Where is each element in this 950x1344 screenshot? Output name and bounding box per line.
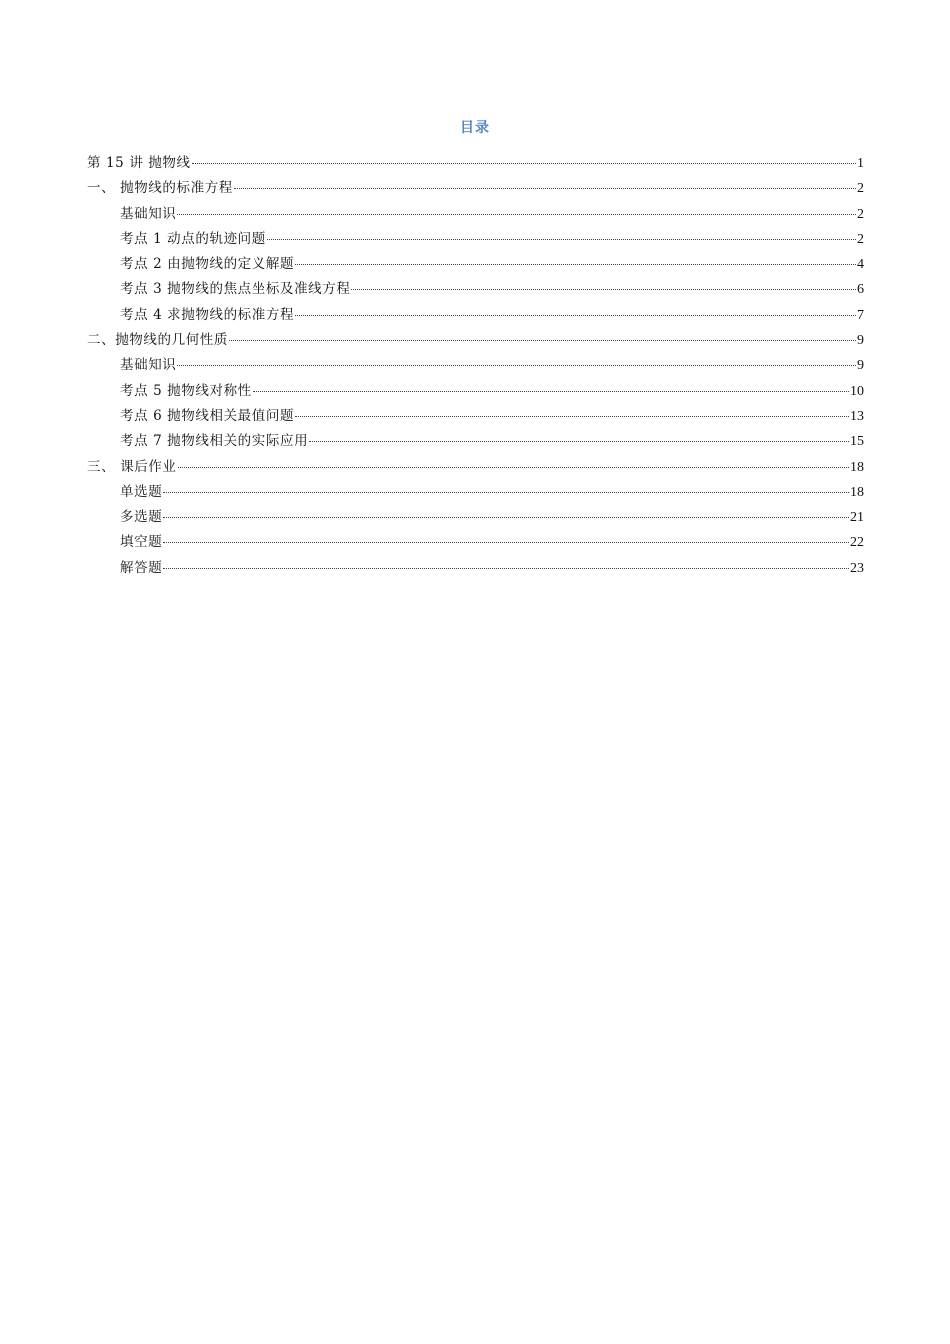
- toc-entry-page: 7: [857, 307, 864, 323]
- toc-leader-dots: [163, 492, 849, 493]
- toc-entry[interactable]: [87, 556, 864, 581]
- toc-entry[interactable]: [87, 404, 864, 429]
- toc-entry[interactable]: [87, 277, 864, 302]
- toc-entry[interactable]: [87, 227, 864, 252]
- toc-entry[interactable]: [87, 328, 864, 353]
- toc-leader-dots: [295, 315, 856, 316]
- toc-leader-dots: [309, 441, 849, 442]
- toc-entry-label: 考点 2 由抛物线的定义解题: [120, 256, 295, 273]
- toc-entry-page: 4: [857, 257, 864, 273]
- toc-entry-label: 二、抛物线的几何性质: [87, 332, 228, 349]
- toc-leader-dots: [163, 542, 849, 543]
- toc-entry-label: 考点 3 抛物线的焦点坐标及准线方程: [120, 281, 351, 298]
- toc-entry-label: 考点 5 抛物线对称性: [120, 382, 252, 399]
- toc-entry-page: 6: [857, 282, 864, 298]
- toc-entry-page: 13: [850, 408, 864, 424]
- toc-entry-page: 18: [850, 484, 864, 500]
- toc-leader-dots: [178, 467, 850, 468]
- toc-entry[interactable]: [87, 202, 864, 227]
- toc-entry-page: 1: [857, 156, 864, 171]
- toc-leader-dots: [163, 517, 849, 518]
- toc-entry[interactable]: [87, 505, 864, 530]
- toc-entry-label: 考点 1 动点的轨迹问题: [120, 230, 266, 247]
- toc-entry[interactable]: [87, 530, 864, 555]
- toc-entry-page: 22: [850, 535, 864, 551]
- toc-entry-label: 考点 4 求抛物线的标准方程: [120, 306, 295, 323]
- toc-leader-dots: [177, 365, 856, 366]
- toc-entry[interactable]: [87, 303, 864, 328]
- toc-entry-page: 9: [857, 358, 864, 374]
- toc-entry-page: 9: [857, 333, 864, 349]
- toc-entry-label: 第 15 讲 抛物线: [87, 155, 191, 171]
- toc-entry-label: 填空题: [120, 534, 163, 551]
- toc-entry-page: 15: [850, 434, 864, 450]
- toc-leader-dots: [267, 239, 856, 240]
- toc-leader-dots: [229, 340, 856, 341]
- toc-leader-dots: [163, 568, 849, 569]
- toc-entry-page: 23: [850, 560, 864, 576]
- toc-entry[interactable]: [87, 455, 864, 480]
- toc-leader-dots: [295, 264, 856, 265]
- toc-leader-dots: [177, 214, 856, 215]
- toc-entry-label: 基础知识: [120, 357, 177, 374]
- toc-leader-dots: [234, 188, 856, 189]
- toc-entry-label: 一、 抛物线的标准方程: [87, 180, 233, 197]
- toc-entry-label: 三、 课后作业: [87, 458, 177, 475]
- toc-entry[interactable]: [87, 480, 864, 505]
- toc-entry-page: 10: [850, 383, 864, 399]
- toc-entry-page: 21: [850, 510, 864, 526]
- toc-title: 目录: [460, 120, 490, 136]
- toc-entry-label: 考点 6 抛物线相关最值问题: [120, 407, 295, 424]
- toc-entry-label: 多选题: [120, 509, 163, 526]
- toc-entry[interactable]: [87, 353, 864, 378]
- toc-entry[interactable]: [87, 151, 864, 176]
- toc-entry-label: 考点 7 抛物线相关的实际应用: [120, 433, 309, 450]
- toc-entry-page: 2: [857, 181, 864, 197]
- toc-entry-page: 2: [857, 206, 864, 222]
- toc-entry-page: 2: [857, 231, 864, 247]
- toc-leader-dots: [351, 289, 856, 290]
- toc-leader-dots: [192, 163, 856, 164]
- toc-leader-dots: [295, 416, 849, 417]
- toc-entry[interactable]: [87, 429, 864, 454]
- toc-leader-dots: [253, 391, 849, 392]
- toc-entry[interactable]: [87, 252, 864, 277]
- toc-entry-page: 18: [850, 459, 864, 475]
- toc-entry[interactable]: [87, 379, 864, 404]
- table-of-contents: [87, 151, 864, 581]
- toc-entry[interactable]: [87, 176, 864, 201]
- toc-entry-label: 单选题: [120, 483, 163, 500]
- toc-entry-label: 解答题: [120, 559, 163, 576]
- toc-entry-label: 基础知识: [120, 205, 177, 222]
